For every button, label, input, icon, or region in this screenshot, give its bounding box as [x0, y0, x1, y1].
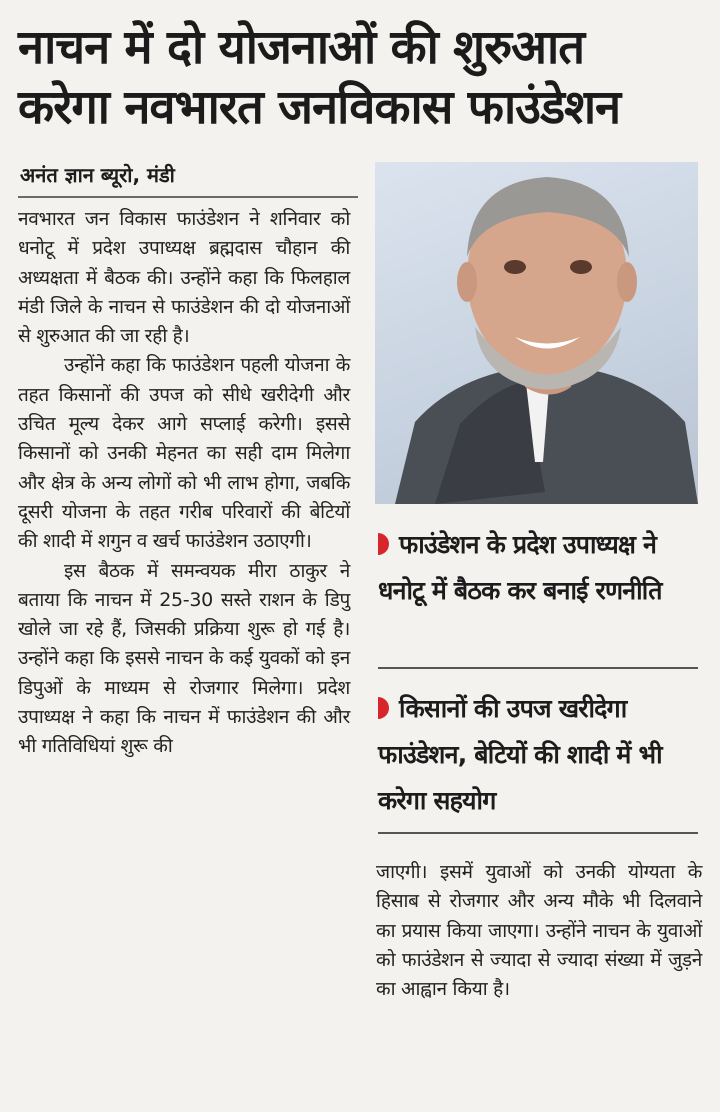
portrait-photo	[375, 162, 698, 504]
article-column-left	[18, 205, 350, 762]
headline-line-2: करेगा नवभारत जनविकास फाउंडेशन	[18, 80, 621, 135]
subhead-1-text: फाउंडेशन के प्रदेश उपाध्यक्ष ने धनोटू में बैठक कर बनाई रणनीति	[378, 530, 662, 605]
paragraph-2: उन्होंने कहा कि फाउंडेशन पहली योजना के तहत किसानों की उपज को सीधे खरीदेगी और उचित मूल्य देकर आगे सप्लाई करेगी। इससे किसानों को उनकी मेहनत का सही दाम मिलेगा और क्षेत्र के अन्य लोगों को भी लाभ होगा, जबकि दूसरी योजना के तहत गरीब परिवारों की बेटियों की शादी में शगुन व खर्च फाउंडेशन उठाएगी।	[18, 354, 350, 553]
paragraph-1: नवभारत जन विकास फाउंडेशन ने शनिवार को धनोटू में प्रदेश उपाध्यक्ष ब्रह्मदास चौहान की अध्यक्षता में बैठक की। उन्होंने कहा कि फिलहाल मंडी जिले के नाचन से फाउंडेशन की दो योजनाओं से शुरुआत की जा रही है।	[18, 208, 350, 348]
subhead-2	[378, 686, 698, 824]
subhead-marker-icon	[378, 697, 389, 719]
subhead-1	[378, 522, 698, 614]
headline	[18, 18, 708, 138]
subhead-rule-2	[378, 832, 698, 834]
subhead-marker-icon	[378, 533, 389, 555]
byline-rule	[18, 196, 358, 198]
subhead-rule-1	[378, 667, 698, 669]
subhead-2-text: किसानों की उपज खरीदेगा फाउंडेशन, बेटियों की शादी में भी करेगा सहयोग	[378, 694, 662, 815]
paragraph-4: जाएगी। इसमें युवाओं को उनकी योग्यता के हिसाब से रोजगार और अन्य मौके भी दिलवाने का प्रयास किया जाएगा। उन्होंने नाचन के युवाओं को फाउंडेशन से ज्यादा से ज्यादा संख्या में जुड़ने का आह्वान किया है।	[376, 861, 702, 1001]
headline-line-1: नाचन में दो योजनाओं की शुरुआत	[18, 20, 584, 75]
byline: अनंत ज्ञान ब्यूरो, मंडी	[20, 163, 175, 187]
article-column-right	[376, 858, 702, 1004]
paragraph-3: इस बैठक में समन्वयक मीरा ठाकुर ने बताया कि नाचन में 25-30 सस्ते राशन के डिपु खोले जा रहे हैं, जिसकी प्रक्रिया शुरू हो गई है। उन्होंने कहा कि इससे नाचन के कई युवकों को इन डिपुओं के माध्यम से रोजगार मिलेगा। प्रदेश उपाध्यक्ष ने कहा कि नाचन में फाउंडेशन की और भी गतिविधियां शुरू की	[18, 559, 350, 758]
portrait-illustration	[375, 162, 698, 504]
